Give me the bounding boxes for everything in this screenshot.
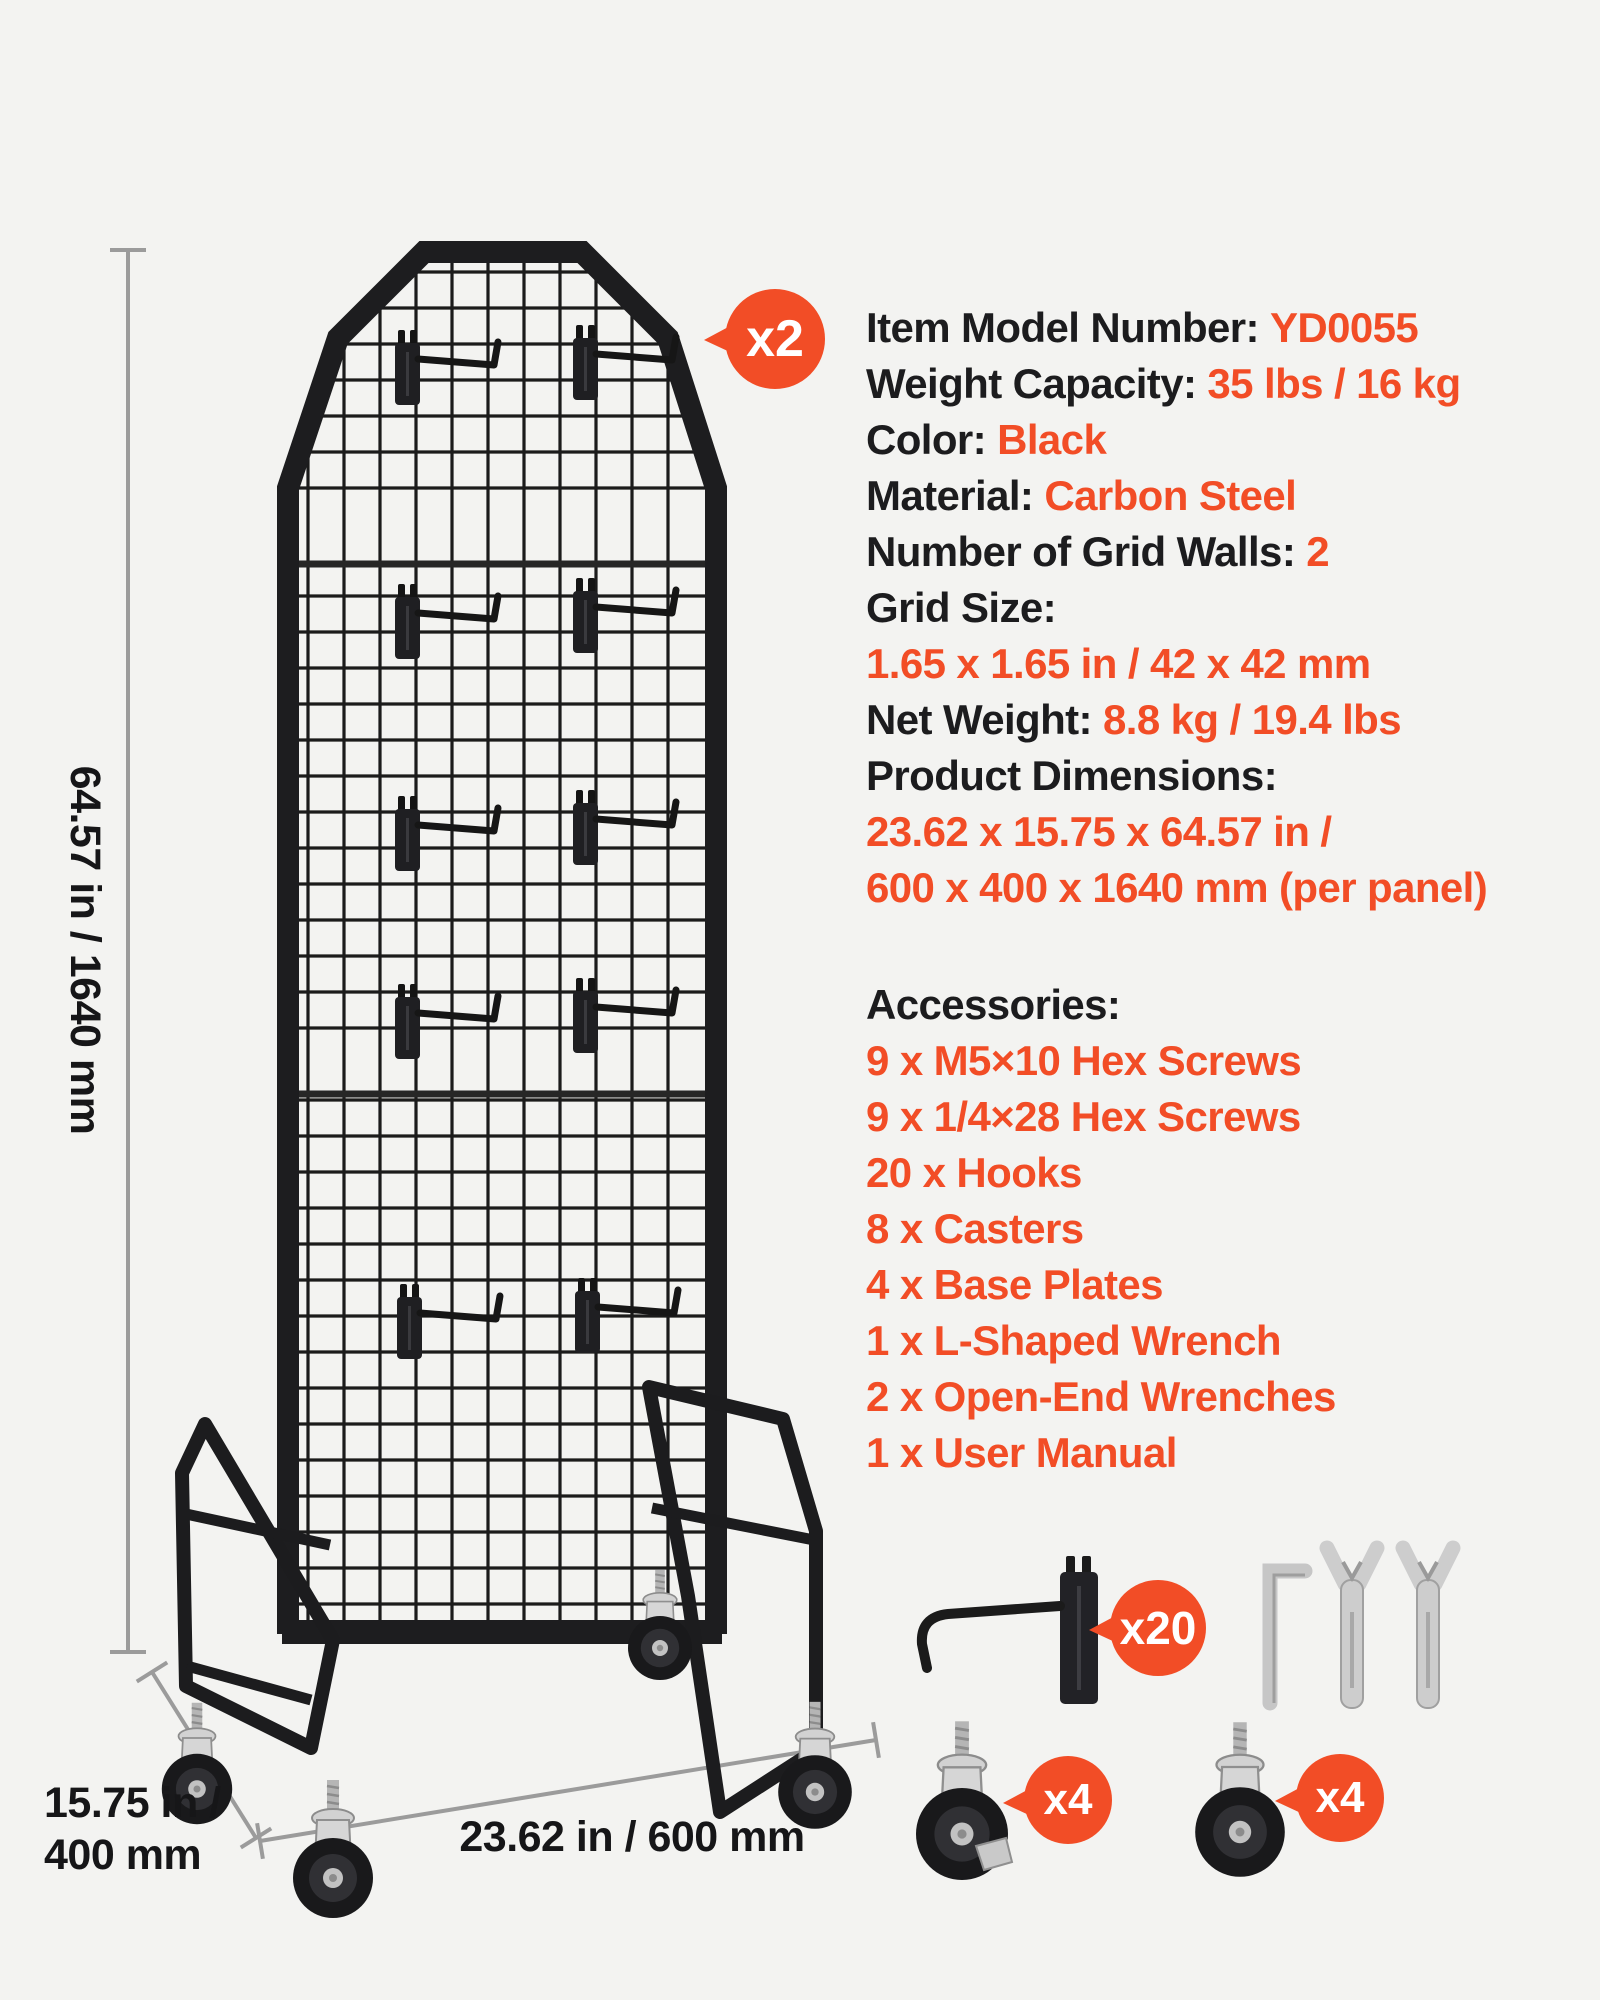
spec-value: Carbon Steel bbox=[1044, 472, 1297, 519]
spec-value: Black bbox=[997, 416, 1107, 463]
accessories-section bbox=[866, 977, 1596, 1481]
open-end-wrench-icons bbox=[1327, 1548, 1453, 1708]
spec-line bbox=[866, 356, 1596, 412]
accessory-item: 8 x Casters bbox=[866, 1205, 1084, 1252]
spec-value: 23.62 x 15.75 x 64.57 in / bbox=[866, 808, 1332, 855]
spec-line bbox=[866, 524, 1596, 580]
accessory-item: 9 x 1/4×28 Hex Screws bbox=[866, 1093, 1301, 1140]
swivel-caster-count-badge bbox=[1296, 1754, 1384, 1842]
spec-value: 35 lbs / 16 kg bbox=[1207, 360, 1461, 407]
accessory-item: 1 x L-Shaped Wrench bbox=[866, 1317, 1281, 1364]
accessory-hook-icon bbox=[922, 1556, 1098, 1704]
spec-value: 1.65 x 1.65 in / 42 x 42 mm bbox=[866, 640, 1371, 687]
spec-value: 600 x 400 x 1640 mm (per panel) bbox=[866, 864, 1488, 911]
spec-line bbox=[866, 804, 1596, 860]
depth-label-line1: 15.75 in / bbox=[44, 1779, 221, 1827]
accessory-item: 4 x Base Plates bbox=[866, 1261, 1163, 1308]
spec-line bbox=[866, 580, 1596, 636]
spec-label: Material: bbox=[866, 472, 1045, 519]
panel-count-badge bbox=[725, 289, 825, 389]
spec-line bbox=[866, 636, 1596, 692]
accessory-item: 9 x M5×10 Hex Screws bbox=[866, 1037, 1302, 1084]
spec-line bbox=[866, 748, 1596, 804]
grid-wires bbox=[296, 256, 708, 1632]
accessory-item: 1 x User Manual bbox=[866, 1429, 1177, 1476]
depth-dimension-label bbox=[44, 1778, 221, 1881]
accessories-title: Accessories: bbox=[866, 981, 1121, 1028]
spec-line bbox=[866, 300, 1596, 356]
spec-list bbox=[866, 300, 1596, 916]
spec-label: Number of Grid Walls: bbox=[866, 528, 1307, 575]
spec-label: Grid Size: bbox=[866, 584, 1057, 631]
spec-label: Weight Capacity: bbox=[866, 360, 1208, 407]
spec-value: 8.8 kg / 19.4 lbs bbox=[1103, 696, 1401, 743]
brake-caster-count-label: x4 bbox=[1043, 1775, 1093, 1824]
spec-label: Net Weight: bbox=[866, 696, 1104, 743]
spec-value: YD0055 bbox=[1269, 304, 1419, 351]
accessory-item: 2 x Open-End Wrenches bbox=[866, 1373, 1336, 1420]
spec-line bbox=[866, 692, 1596, 748]
depth-label-line2: 400 mm bbox=[44, 1830, 202, 1879]
hook-count-label: x20 bbox=[1119, 1602, 1197, 1654]
spec-label: Product Dimensions: bbox=[866, 752, 1277, 799]
accessory-caster-swivel-icon bbox=[1195, 1722, 1285, 1877]
spec-line bbox=[866, 412, 1596, 468]
accessories-list bbox=[866, 1033, 1596, 1481]
spec-line bbox=[866, 860, 1596, 916]
panel-count-label: x2 bbox=[746, 310, 804, 368]
accessory-caster-brake-icon bbox=[916, 1721, 1012, 1880]
hook-count-badge bbox=[1110, 1580, 1206, 1676]
width-dimension-label: 23.62 in / 600 mm bbox=[459, 1813, 805, 1862]
panel-junction-rails bbox=[296, 564, 708, 1094]
spec-value: 2 bbox=[1306, 528, 1330, 575]
swivel-caster-count-label: x4 bbox=[1315, 1773, 1365, 1822]
brake-caster-count-badge bbox=[1024, 1756, 1112, 1844]
spec-line bbox=[866, 468, 1596, 524]
allen-wrench-icon bbox=[1270, 1571, 1305, 1703]
height-dimension-line bbox=[110, 250, 146, 1652]
dimension-lines bbox=[110, 250, 879, 1859]
spec-label: Item Model Number: bbox=[866, 304, 1270, 351]
panel-hooks bbox=[395, 325, 678, 1359]
spec-label: Color: bbox=[866, 416, 998, 463]
height-dimension-label: 64.57 in / 1640 mm bbox=[60, 765, 109, 1135]
accessory-item: 20 x Hooks bbox=[866, 1149, 1082, 1196]
